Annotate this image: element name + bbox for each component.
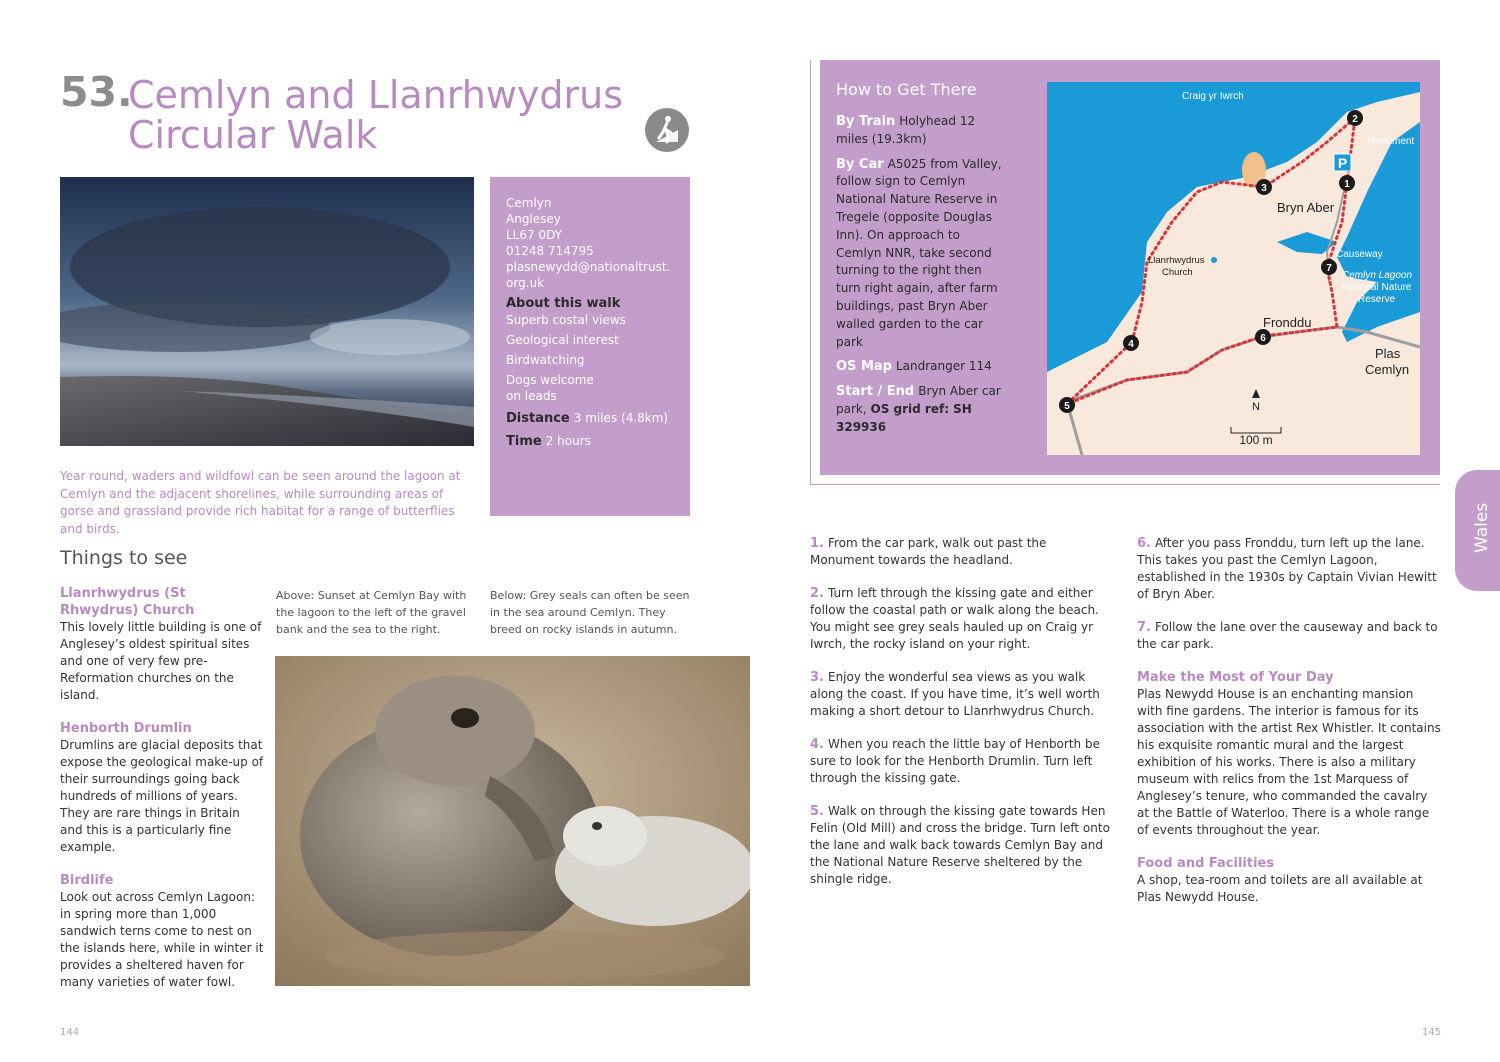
car-label: By Car (836, 156, 884, 172)
waypoint-label: 2 (1352, 114, 1358, 125)
feature-item: Superb costal views (506, 313, 626, 327)
step-item (810, 585, 1110, 653)
food-heading: Food and Facilities (1137, 856, 1275, 871)
caption-below: Below: Grey seals can often be seen in the sea around Cemlyn. They breed on rocky islands in autumn. (490, 589, 690, 636)
step-item (810, 736, 1110, 787)
distance-value: 3 miles (4.8km) (573, 411, 669, 425)
walk-number: 53. (60, 68, 133, 116)
things-list (60, 585, 265, 1007)
steps-column-left (810, 535, 1110, 904)
thing-item (60, 872, 265, 991)
waypoint-5 (1059, 397, 1075, 413)
step-number: 2. (810, 586, 824, 601)
food-text: A shop, tea-room and toilets are all available at Plas Newydd House. (1137, 873, 1423, 904)
label-monument: Monument (1367, 136, 1415, 147)
label-lagoon-1: Cemlyn Lagoon (1342, 270, 1413, 281)
step-number: 6. (1137, 536, 1151, 551)
parking-label: P (1337, 155, 1348, 171)
step-text: Enjoy the wonderful sea views as you walk along the coast. If you have time, it’s well worth making a short detour to Llanrhwydrus Church. (810, 670, 1100, 718)
about-heading: About this walk (506, 296, 621, 311)
step-text: Follow the lane over the causeway and back to the car park. (1137, 620, 1438, 651)
start-text: Bryn Aber car park, (836, 384, 1001, 416)
north-arrow-icon (1252, 389, 1260, 413)
make-most-text: Plas Newydd House is an enchanting mansion with fine gardens. The interior is famous for its association with the artist Rex Whistler. It contains his exquisite romantic mural and the largest exhibition of his works. There is also a military museum with relics from the 1st Marquess of Anglesey’s tenure, who commanded the cavalry at the Battle of Waterloo. There is a whole range of events throughout the year. (1137, 687, 1441, 837)
thing-heading: Llanrhwydrus (St Rhwydrus) Church (60, 586, 195, 618)
step-item (1137, 619, 1442, 653)
step-text: Walk on through the kissing gate towards Hen Felin (Old Mill) and cross the bridge. Turn left onto the lane and walk back towards Cemlyn Bay and the National Nature Reserve sheltered by the shingle ridge. (810, 804, 1110, 886)
step-text: From the car park, walk out past the Monument towards the headland. (810, 536, 1047, 567)
grid-ref: OS grid ref: SH 329936 (836, 401, 972, 434)
time-row (506, 433, 676, 450)
step-item (1137, 535, 1442, 603)
waypoint-label: 7 (1326, 263, 1332, 274)
waypoint-7 (1321, 259, 1337, 275)
walker-icon (645, 108, 689, 152)
thing-heading: Birdlife (60, 873, 114, 888)
label-plas-2: Cemlyn (1365, 362, 1410, 377)
make-most-heading: Make the Most of Your Day (1137, 670, 1334, 685)
car-text: A5025 from Valley, follow sign to Cemlyn National Nature Reserve in Tregele (opposite Douglas Inn). On approach to Cemlyn NNR, take second turning to the right then turn right again, after farm buildings, past Bryn Aber walled garden to the car park (836, 156, 1002, 349)
things-heading: Things to see (60, 547, 188, 569)
parking-icon (1334, 154, 1351, 171)
address-line: Anglesey (506, 212, 561, 226)
step-number: 4. (810, 737, 824, 752)
steps-column-right (1137, 535, 1442, 922)
distance-label: Distance (506, 411, 570, 426)
waypoint-6 (1255, 329, 1271, 345)
title-line-2: Circular Walk (128, 112, 378, 157)
region-tab[interactable] (1455, 470, 1500, 591)
feature-item: Birdwatching (506, 353, 585, 367)
feature-item: on leads (506, 389, 557, 403)
address-block (506, 195, 676, 291)
distance-row (506, 410, 676, 427)
train-info (836, 113, 1008, 149)
waypoint-1 (1339, 175, 1355, 191)
thing-text: Look out across Cemlyn Lagoon: in spring more than 1,000 sandwich terns come to nest on the islands here, while in winter it provides a sheltered haven for many varieties of water fowl. (60, 890, 264, 989)
os-info (836, 358, 1008, 376)
north-label: N (1252, 401, 1260, 413)
page-number-right: 145 (1422, 1027, 1442, 1038)
thing-item (60, 720, 265, 856)
label-lagoon-2: National Nature (1342, 282, 1412, 293)
title-line-1: Cemlyn and Llanrhwydrus (128, 73, 624, 117)
waypoint-label: 5 (1064, 401, 1070, 412)
caption-above: Above: Sunset at Cemlyn Bay with the lagoon to the left of the gravel bank and the sea to the right. (276, 589, 467, 636)
label-fronddu: Fronddu (1263, 315, 1312, 330)
make-most-section (1137, 669, 1442, 839)
seal-photo (275, 656, 750, 986)
start-info (836, 383, 1008, 436)
how-text (836, 113, 1008, 444)
scale-bar (1231, 427, 1281, 447)
step-number: 3. (810, 670, 824, 685)
scale-label: 100 m (1239, 433, 1273, 447)
label-causeway: Causeway (1336, 249, 1383, 260)
walk-info-panel (490, 177, 690, 516)
thing-text: This lovely little building is one of Anglesey’s oldest spiritual sites and one of very few pre-Reformation churches on the island. (60, 620, 262, 702)
start-label: Start / End (836, 384, 915, 400)
page-title (128, 73, 624, 157)
step-text: After you pass Fronddu, turn left up the lane. This takes you past the Cemlyn Lagoon, established in the 1930s by Captain Vivian Hewitt of Bryn Aber. (1137, 536, 1437, 601)
step-item (810, 669, 1110, 720)
label-bryn-aber: Bryn Aber (1277, 200, 1335, 215)
waypoint-label: 1 (1344, 179, 1350, 190)
church-marker (1211, 257, 1217, 263)
thing-heading: Henborth Drumlin (60, 721, 192, 736)
page-number-left: 144 (60, 1027, 80, 1038)
how-title: How to Get There (836, 80, 977, 99)
step-item (810, 535, 1110, 569)
thing-item (60, 585, 265, 704)
route-map (1047, 82, 1420, 455)
waypoint-3 (1256, 179, 1272, 195)
label-llan-1: Llanrhwydrus (1148, 255, 1205, 266)
step-text: Turn left through the kissing gate and either follow the coastal path or walk along the beach. You might see grey seals hauled up on Craig yr Iwrch, the rocky island on your right. (810, 586, 1099, 651)
train-text: Holyhead 12 miles (19.3km) (836, 114, 976, 146)
step-item (810, 803, 1110, 888)
waypoint-4 (1123, 335, 1139, 351)
phone-number: 01248 714795 (506, 244, 594, 258)
train-label: By Train (836, 114, 896, 129)
thing-text: Drumlins are glacial deposits that expose the geological make-up of their surroundings going back hundreds of millions of years. They are rare things in Britain and this is a particularly fine example. (60, 738, 264, 854)
label-craig: Craig yr Iwrch (1182, 91, 1244, 102)
sunset-photo (60, 177, 474, 446)
waypoint-label: 4 (1128, 339, 1134, 350)
step-number: 7. (1137, 620, 1151, 635)
time-label: Time (506, 434, 542, 449)
intro-text: Year round, waders and wildfowl can be seen around the lagoon at Cemlyn and the adjacent shorelines, while surrounding areas of gorse and grassland provide rich habitat for a range of butterflies and birds. (60, 469, 461, 536)
car-info (836, 156, 1008, 352)
step-number: 5. (810, 804, 824, 819)
feature-item: Dogs welcome (506, 373, 594, 387)
time-value: 2 hours (545, 434, 591, 448)
step-text: When you reach the little bay of Henborth be sure to look for the Henborth Drumlin. Turn left through the kissing gate. (810, 737, 1100, 785)
waypoint-2 (1347, 110, 1363, 126)
waypoint-label: 6 (1260, 333, 1266, 344)
email-link-cont[interactable]: org.uk (506, 276, 545, 290)
waypoint-label: 3 (1261, 183, 1267, 194)
os-label: OS Map (836, 359, 892, 375)
label-lagoon-3: Reserve (1358, 294, 1396, 305)
address-line: Cemlyn (506, 196, 552, 210)
food-section (1137, 855, 1442, 906)
region-label: Wales (1472, 502, 1492, 553)
address-line: LL67 0DY (506, 228, 563, 242)
step-number: 1. (810, 536, 824, 551)
label-llan-2: Church (1162, 267, 1193, 278)
email-link[interactable]: plasnewydd@nationaltrust. (506, 260, 671, 274)
os-text: Landranger 114 (895, 359, 992, 374)
feature-item: Geological interest (506, 333, 619, 347)
label-plas-1: Plas (1375, 346, 1401, 361)
